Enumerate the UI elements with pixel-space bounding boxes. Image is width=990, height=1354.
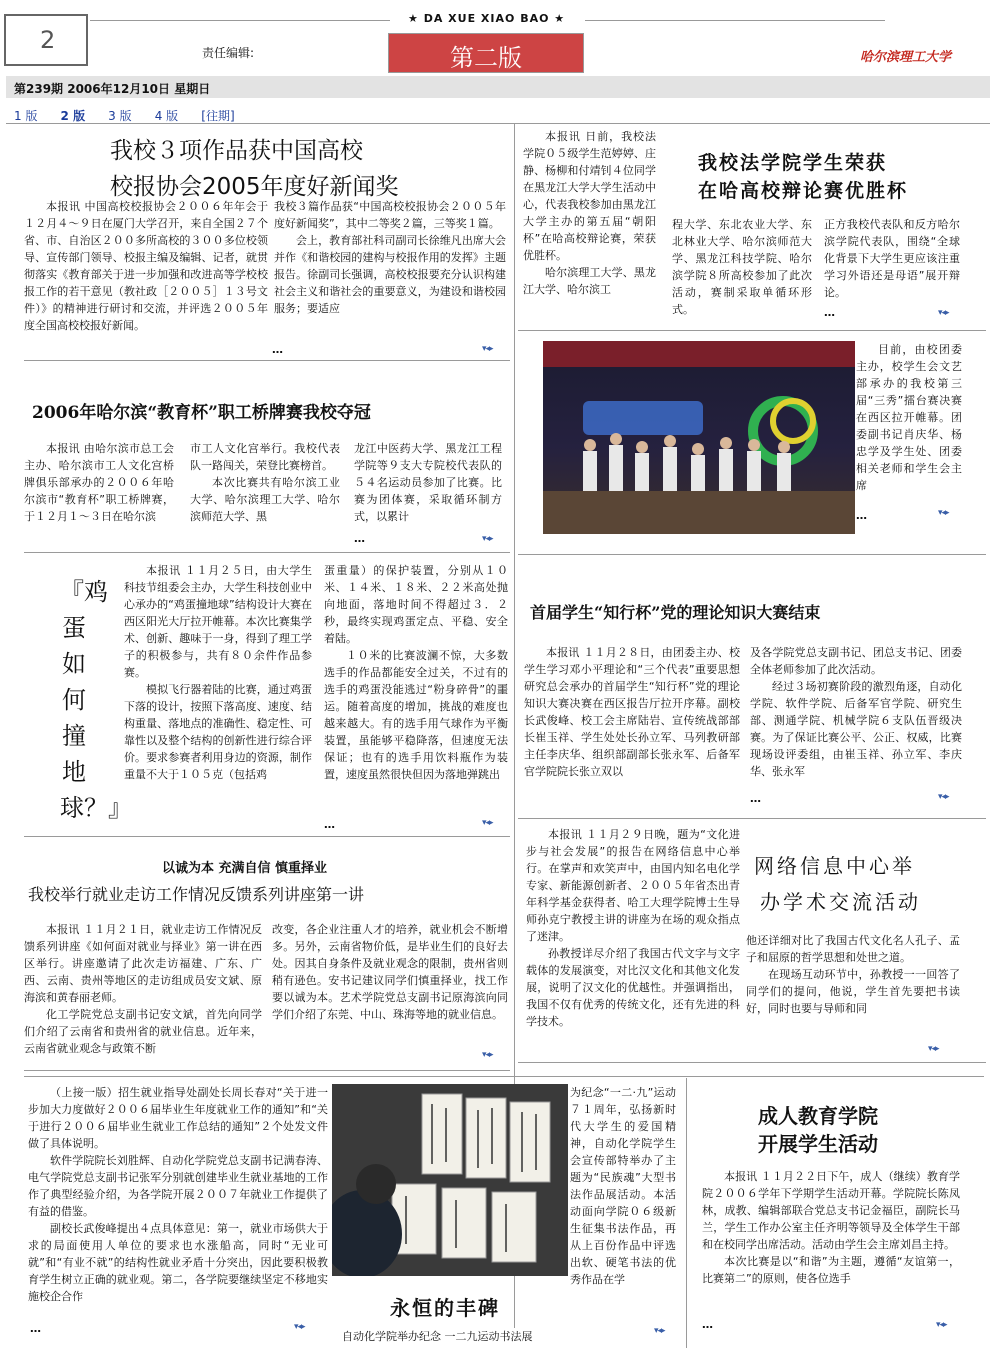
read-more-ellipsis[interactable]: … — [30, 1322, 42, 1335]
read-more-ellipsis[interactable]: … — [354, 532, 366, 545]
read-more-ellipsis[interactable]: … — [856, 509, 868, 522]
page-arrows-icon[interactable]: ▾◂▸ — [482, 344, 493, 354]
page-arrows-icon[interactable]: ▾◂▸ — [938, 508, 949, 518]
article-body-col2: 我校３篇作品获“中国高校校报协会２００５年度好新闻奖”，其中二等奖２篇，三等奖１篇。 会上，教育部社科司副司长徐维凡出席大会并作《和谐校园的建构与校报作用的发挥》主题报告。徐副司长强调，高校校报要充分认识构建社会主义和谐社会的重要意义，为建设和谐校园服务；要适应 — [274, 200, 506, 315]
article-body-col2: 他还详细对比了我国古代文化名人孔子、孟子和屈原的哲学思想和处世之道。 在现场互动环节中，孙教授一一回答了同学们的提问，他说，学生首先要把书读好，同时也要与导师和同 — [746, 934, 960, 1015]
article-body-col1: 本报讯 １１月２８日，由团委主办、校学生学习邓小平理论和“三个代表”重要思想研究总会承办的首届学生“知行杯”党的理论知识大赛决赛在西区报告厅拉开序幕。副校长武俊峰、校工会主席陆岩、宣传统战部部长崔玉祥、学生处处长孙立军、马列教研部主任李庆华、组织部副部长张永军、后备军官学院院长张立双以 — [524, 646, 740, 778]
edition-nav — [14, 105, 253, 124]
article-title-line2: 校报协会2005年度好新闻奖 — [110, 174, 399, 200]
nav-edition-3[interactable]: 3 版 — [108, 109, 132, 123]
article-body-col1: 本报讯 １１月２９日晚，题为“文化进步与社会发展”的报告在网络信息中心举行。在掌声和欢笑声中，由国内知名电化学专家、新能源创新者、２００５年省杰出青年科学基金获得者、哈工大理学院博士生导师孙克宁教授主讲的讲座为在场的观众指点了迷津。 孙教授详尽介绍了我国古代文字与文字载体的发展演变，对比汉文化和其他文化发展，说明了汉文化的优越性。并强调指出，我国不仅有优秀的传统文化，还有先进的科学技术。 — [526, 828, 740, 1028]
calligraphy-photo — [332, 1084, 568, 1276]
issue-bar — [6, 76, 990, 98]
article-body-col3: 龙江中医药大学、黑龙江工程学院等９支大专院校代表队的５４名运动员参加了比赛。比赛为团体赛，采取循环制方式，以累计 — [354, 442, 502, 523]
page-arrows-icon[interactable]: ▾◂▸ — [482, 1050, 493, 1060]
page-arrows-icon[interactable]: ▾◂▸ — [938, 792, 949, 802]
article-body-col1: 本报讯 中国高校校报协会２００６年年会于１２月４～９日在厦门大学召开，来自全国２７个省、市、自治区２００多所高校的３００多位校领导、宣传部门领导、校报主编及编辑、记者，就贯彻落实《教育部关于进一步加强和改进高等学校校报工作的若干意见（教社政［２００５］１３号文件）》的精神进行研讨和交流，并评选２００５年度全国高校校报好新闻。 — [24, 200, 268, 332]
article-title-line2: 办学术交流活动 — [760, 890, 921, 914]
stage-photo — [543, 341, 855, 534]
article-body-col1: 本报讯 由哈尔滨市总工会主办、哈尔滨市工人文化宫桥牌俱乐部承办的２００６年哈尔滨市“教育杯”职工桥牌赛，于１２月１～３日在哈尔滨 — [24, 442, 174, 523]
article-title-line1: 网络信息中心举 — [754, 854, 915, 878]
article-body-col3: 正方我校代表队和反方哈尔滨学院代表队，围绕“全球化背景下大学生更应该注重学习外语还是母语”展开辩论。 — [824, 218, 960, 299]
calligraphy-photo-image — [332, 1084, 568, 1276]
stage-photo-image — [543, 341, 855, 534]
article-title-line1: 我校３项作品获中国高校 — [110, 138, 363, 164]
nav-edition-1[interactable]: 1 版 — [14, 109, 38, 123]
article-body-col2: 蛋重量）的保护装置，分别从１０米、１４米、１８米、２２米高处抛向地面，落地时间不得超过３．２秒，最终实现鸡蛋定点、平稳、安全着陆。 １０米的比赛波澜不惊，大多数选手的作品都能安全过关，不过有的选手的鸡蛋没能逃过“粉身碎骨”的噩运。随着高度的增加，挑战的难度也越来越大。有的选手用气球作为平衡装置，虽能够平稳降落，但速度无法保证；也有的选手用饮料瓶作为装置，速度虽然很快但因为落地弹跳出 — [324, 564, 508, 781]
article-body-col2: 程大学、东北农业大学、东北林业大学、哈尔滨师范大学、黑龙江科技学院、哈尔滨学院８所高校参加了此次活动，赛制采取单循环形式。 — [672, 218, 812, 316]
article-title-line1: 成人教育学院 — [758, 1104, 878, 1128]
article-title: 我校举行就业走访工作情况反馈系列讲座第一讲 — [28, 885, 365, 904]
article-caption: 自动化学院举办纪念 一二九运动书法展 — [342, 1330, 533, 1343]
page-number-box — [4, 14, 88, 66]
article-kicker: 以诚为本 充满自信 慎重择业 — [162, 861, 328, 876]
page-arrows-icon[interactable]: ▾◂▸ — [938, 308, 949, 318]
school-logo: 哈尔滨理工大学 — [860, 50, 952, 65]
page-arrows-icon[interactable]: ▾◂▸ — [482, 818, 493, 828]
read-more-ellipsis[interactable]: … — [324, 818, 336, 831]
edition-label: 第二版 — [450, 44, 522, 72]
page-arrows-icon[interactable]: ▾◂▸ — [482, 534, 493, 544]
article-title-line2: 开展学生活动 — [758, 1132, 878, 1156]
article-body-col1: （上接一版）招生就业指导处副处长周长春对“关于进一步加大力度做好２００６届毕业生年度就业工作的通知”和“关于进行２００６届毕业生就业工作总结的通知”２个处发文件做了具体说明。 软件学院院长刘胜辉、自动化学院党总支副书记满春涛、电气学院党总支副书记张军分别就创建毕业生就业基地的工作作了典型经验介绍，为各学院开展２００７年就业工作提供了有益的借鉴。 副校长武俊峰提出４点具体意见：第一，就业市场供大于求的局面使用人单位的要求也水涨船高，同时“无业可就”和“有业不就”的结构性就业矛盾十分突出，因此要积极教育学生树立正确的就业观。第二，各学院要继续坚定不移地实施校企合作 — [28, 1086, 328, 1303]
article-title: 首届学生“知行杯”党的理论知识大赛结束 — [530, 603, 821, 622]
article-title-line1: 我校法学院学生荣获 — [698, 152, 888, 174]
read-more-ellipsis[interactable]: … — [272, 343, 284, 356]
page-arrows-icon[interactable]: ▾◂▸ — [928, 1044, 939, 1054]
article-title-line2: 在哈高校辩论赛优胜杯 — [698, 180, 909, 202]
read-more-ellipsis[interactable]: … — [750, 792, 762, 805]
page-number: 2 — [40, 26, 56, 54]
article-title-vertical: 『鸡蛋如何撞地球？』 — [60, 578, 132, 822]
article-body-col2: 及各学院党总支副书记、团总支书记、团委全体老师参加了此次活动。 经过３场初赛阶段的激烈角逐，自动化学院、软件学院、后备军官学院、研究生部、测通学院、机械学院６支队伍晋级决赛。为了保证比赛公平、公正、权威，比赛现场设评委组，由崔玉祥、孙立军、李庆华、张永军 — [750, 646, 962, 778]
article-body-col1: 目前，由校团委主办，校学生会文艺部承办的我校第三届“三秀”擂台赛决赛在西区拉开帷幕。团委副书记肖庆华、杨忠学及学生处、团委相关老师和学生会主席 — [856, 343, 962, 492]
editor-label: 责任编辑: — [202, 46, 255, 60]
page-arrows-icon[interactable]: ▾◂▸ — [936, 1320, 947, 1330]
edition-banner — [388, 33, 584, 73]
nav-edition-4[interactable]: 4 版 — [154, 109, 179, 123]
issue-info: 第239期 2006年12月10日 星期日 — [14, 82, 211, 96]
article-body-col1: 本报讯 日前，我校法学院０５级学生范婷婷、庄静、杨柳和付靖钊４位同学在黑龙江大学大学生活动中心，代表我校参加由黑龙江大学主办的第五届“朝阳杯”在哈高校辩论赛，荣获优胜杯。 哈尔滨理工大学、黑龙江大学、哈尔滨工 — [523, 130, 656, 296]
masthead-pinyin: ★ DA XUE XIAO BAO ★ — [408, 12, 566, 25]
read-more-ellipsis[interactable]: … — [702, 1318, 714, 1331]
article-title: 永恒的丰碑 — [390, 1296, 500, 1320]
read-more-ellipsis[interactable]: … — [824, 306, 836, 319]
nav-archive-link[interactable]: [往期] — [201, 109, 235, 123]
article-body-col1: 本报讯 １１月２２日下午，成人（继续）教育学院２００６学年下学期学生活动开幕。学院院长陈凤林，成教、编辑部联合党总支书记金福臣，副院长马兰，学生工作办公室主任齐明等领导及全体学生干部和在校同学出席活动。活动由学生会主席刘昌主持。 本次比赛是以“和谐”为主题，遵循“友谊第一，比赛第二”的原则，使各位选手 — [702, 1170, 960, 1285]
article-body-col2: 改变，各企业注重人才的培养，就业机会不断增多。另外，云南省物价低，是毕业生们的良好去处。因其自身条件及就业观念的限制，贵州省则稍有逊色。安书记建议同学们慎重择业，找工作要以诚为本。艺术学院党总支副书记原海滨向同学们介绍了东莞、中山、珠海等地的就业信息。 — [272, 923, 508, 1021]
article-body-col2: 市工人文化宫举行。我校代表队一路闯关，荣登比赛榜首。 本次比赛共有哈尔滨工业大学、哈尔滨理工大学、哈尔滨师范大学、黑 — [190, 442, 340, 523]
article-body-col1: 本报讯 １１月２１日，就业走访工作情况反馈系列讲座《如何面对就业与择业》第一讲在西区举行。讲座邀请了此次走访福建、广东、广西、云南、贵州等地区的走访组成员安文斌、原海滨和黄春丽老师。 化工学院党总支副书记安文斌，首先向同学们介绍了云南省和贵州省的就业信息。近年来，云南省就业观念与政策不断 — [24, 923, 262, 1055]
page-arrows-icon[interactable]: ▾◂▸ — [294, 1322, 305, 1332]
article-body-col1: 本报讯 １１月２５日，由大学生科技节组委会主办，大学生科技创业中心承办的“鸡蛋撞地球”结构设计大赛在西区阳光大厅拉开帷幕。本次比赛集学术、创新、趣味于一身，得到了理工学子的积极参与，共有８０余件作品参赛。 模拟飞行器着陆的比赛，通过鸡蛋下落的设计，按照下落高度、速度、结构重量、落地点的准确性、稳定性、可靠性以及整个结构的创新性进行综合评价。要求参赛者利用身边的资源，制作重量不大于１０５克（包括鸡 — [124, 564, 312, 781]
article-title: 2006年哈尔滨“教育杯”职工桥牌赛我校夺冠 — [32, 403, 371, 423]
page-arrows-icon[interactable]: ▾◂▸ — [654, 1326, 665, 1336]
nav-edition-2[interactable]: 2 版 — [60, 109, 86, 123]
article-body-col1: 为纪念“一二·九”运动７１周年，弘扬新时代大学生的爱国精神，自动化学院学生会宣传部特举办了主题为“民族魂”大型书法作品展活动。本活动面向学院０６级新生征集书法作品，再从上百份作品中评选出软、硬笔书法的优秀作品在学 — [570, 1086, 676, 1286]
